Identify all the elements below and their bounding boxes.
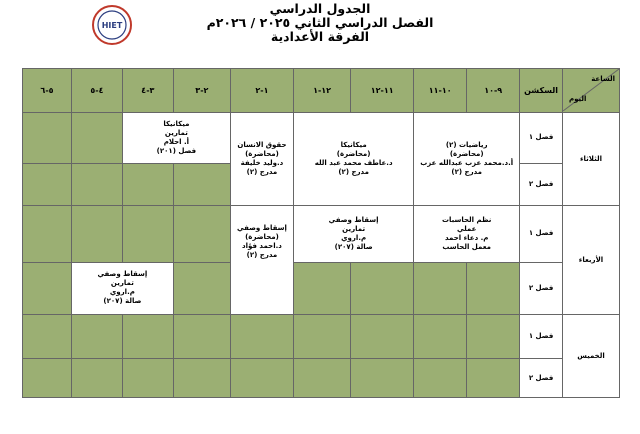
- empty-slot: [71, 163, 122, 206]
- empty-slot: [294, 359, 351, 398]
- empty-slot: [230, 315, 293, 359]
- section-label: فصل ١: [520, 112, 563, 163]
- empty-slot: [414, 315, 467, 359]
- empty-slot: [351, 315, 414, 359]
- time-slot-header: ٣-٤: [122, 69, 173, 113]
- session-mechanics-tutorial: ميكانيكا تمارين أ. احلام فصل (٢٠١): [122, 112, 230, 163]
- empty-slot: [294, 315, 351, 359]
- empty-slot: [23, 359, 72, 398]
- empty-slot: [467, 315, 520, 359]
- section-label: فصل ٢: [520, 262, 563, 315]
- institute-logo: [86, 3, 138, 47]
- empty-slot: [230, 359, 293, 398]
- schedule-table: [22, 68, 620, 398]
- empty-slot: [71, 315, 122, 359]
- empty-slot: [414, 359, 467, 398]
- corner-header-cell: [562, 69, 619, 113]
- empty-slot: [351, 359, 414, 398]
- time-slot-header: ٢-٣: [173, 69, 230, 113]
- empty-slot: [467, 262, 520, 315]
- session-computer-systems-lab: نظم الحاسبات عملي م. دعاء احمد معمل الحاسب: [414, 206, 520, 262]
- session-mechanics-lecture: ميكانيكا (محاضرة) د.عاطف محمد عبد الله مدرج (٢): [294, 112, 414, 206]
- session-descriptive-projection-lecture: إسقاط وصفي (محاضرة) د.احمد فؤاد مدرج (٢): [230, 206, 293, 315]
- section-header: السكشن: [520, 69, 563, 113]
- empty-slot: [23, 206, 72, 262]
- day-wednesday: الأربعاء: [562, 206, 619, 315]
- empty-slot: [122, 315, 173, 359]
- schedule-title: الجدول الدراسي: [269, 1, 371, 16]
- empty-slot: [173, 206, 230, 262]
- section-label: فصل ١: [520, 315, 563, 359]
- section-label: فصل ٢: [520, 163, 563, 206]
- time-slot-header: ١١-١٢: [351, 69, 414, 113]
- document-header: [0, 0, 640, 60]
- year-title: الفرقة الأعدادية: [270, 29, 370, 44]
- empty-slot: [23, 315, 72, 359]
- time-slot-header: ١٢-١: [294, 69, 351, 113]
- section-label: فصل ٢: [520, 359, 563, 398]
- svg-text:HIET: HIET: [101, 21, 123, 30]
- empty-slot: [173, 163, 230, 206]
- session-human-rights-lecture: حقوق الانسان (محاضرة) د.وليد خليفة مدرج (٢): [230, 112, 293, 206]
- empty-slot: [467, 359, 520, 398]
- day-tuesday: الثلاثاء: [562, 112, 619, 206]
- empty-slot: [173, 262, 230, 315]
- empty-slot: [294, 262, 351, 315]
- empty-slot: [173, 315, 230, 359]
- time-slot-header: ٩-١٠: [467, 69, 520, 113]
- empty-slot: [173, 359, 230, 398]
- empty-slot: [71, 112, 122, 163]
- empty-slot: [23, 163, 72, 206]
- time-slot-header: ٤-٥: [71, 69, 122, 113]
- empty-slot: [71, 206, 122, 262]
- session-descriptive-projection-tutorial: إسقاط وصفي تمارين م.اروي صالة (٢٠٧): [294, 206, 414, 262]
- document-titles: [200, 2, 440, 44]
- session-math-lecture: رياضيات (٢) (محاضرة) أ.د.محمد عزب عبدالله عزب مدرج (٢): [414, 112, 520, 206]
- time-slot-header: ٥-٦: [23, 69, 72, 113]
- empty-slot: [122, 206, 173, 262]
- corner-time-label: الساعة: [591, 75, 615, 83]
- day-thursday: الخميس: [562, 315, 619, 398]
- semester-title: الفصل الدراسي الثاني ٢٠٢٥ / ٢٠٢٦م: [206, 15, 434, 30]
- session-descriptive-projection-tutorial-2: إسقاط وصفي تمارين م.اروي صالة (٢٠٧): [71, 262, 173, 315]
- time-slot-header: ١-٢: [230, 69, 293, 113]
- empty-slot: [23, 112, 72, 163]
- section-label: فصل ١: [520, 206, 563, 262]
- empty-slot: [122, 359, 173, 398]
- empty-slot: [71, 359, 122, 398]
- empty-slot: [414, 262, 467, 315]
- empty-slot: [351, 262, 414, 315]
- empty-slot: [122, 163, 173, 206]
- empty-slot: [23, 262, 72, 315]
- time-slot-header: ١٠-١١: [414, 69, 467, 113]
- corner-day-label: اليوم: [568, 94, 587, 103]
